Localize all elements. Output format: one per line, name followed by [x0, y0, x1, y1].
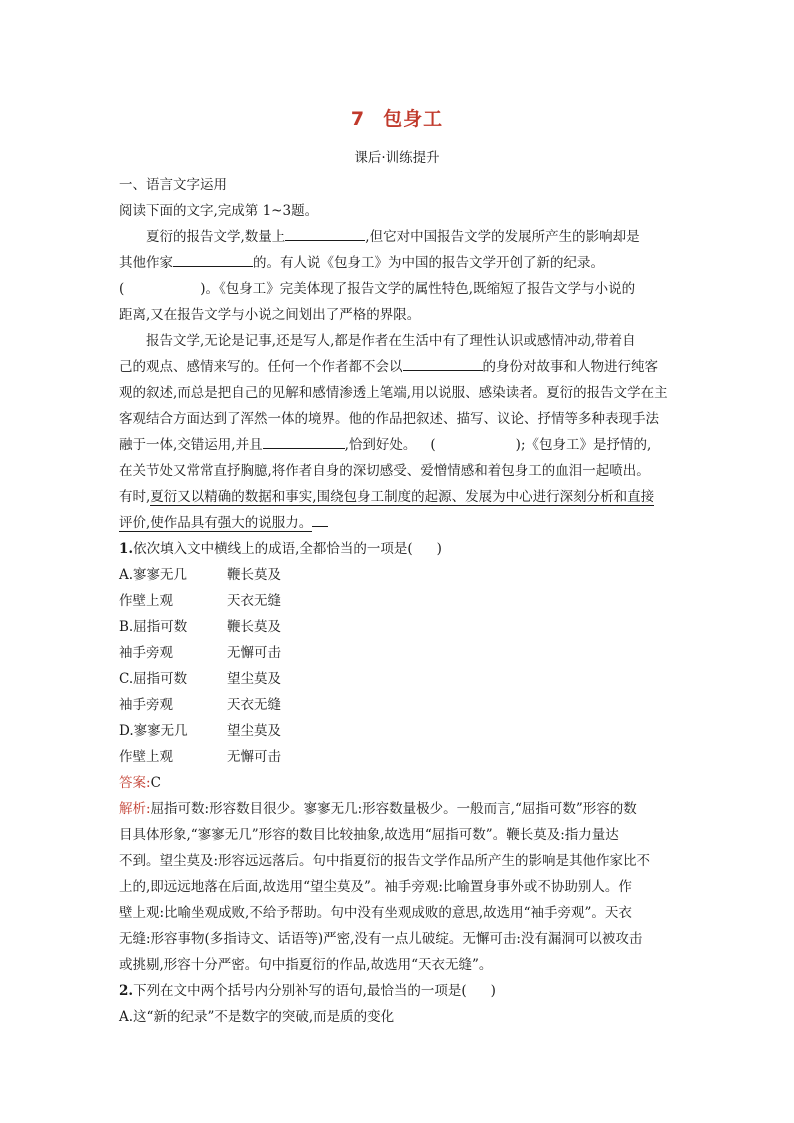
section-heading: 一、语言文字运用 — [119, 177, 227, 193]
analysis-line: 壁上观:比喻坐观成败,不给予帮助。句中没有坐观成败的意思,故选用“袖手旁观”。天衣 — [119, 905, 632, 921]
passage-line: 融于一体,交错运用,并且 ,恰到好处。 ( );《包身工》是抒情的, — [119, 432, 675, 458]
passage-line: 观的叙述,而总是把自己的见解和感情渗透上笔端,用以说服、感染读者。夏衍的报告文学在主 — [119, 385, 668, 401]
page-subtitle: 课后·训练提升 — [354, 150, 440, 166]
question-1-stem: 1.依次填入文中横线上的成语,全都恰当的一项是( ) — [119, 541, 442, 557]
lesson-name: 包身工 — [383, 108, 444, 130]
passage-line: 在关节处又常常直抒胸臆,将作者自身的深切感受、爱憎情感和着包身工的血泪一起喷出。 — [119, 463, 650, 479]
underlined-sentence: 评价,使作品具有强大的说服力。 — [119, 515, 313, 531]
passage-line: 夏衍的报告文学,数量上 ,但它对中国报告文学的发展所产生的影响却是 — [119, 224, 675, 250]
passage-line: 有时,夏衍又以精确的数据和事实,围绕包身工制度的起源、发展为中心进行深刻分析和直接 — [119, 489, 655, 505]
analysis-line: 上的,即远远地落在后面,故选用“望尘莫及”。袖手旁观:比喻置身事外或不协助别人。作 — [119, 879, 632, 895]
answer-line — [119, 770, 675, 796]
analysis-line: 或挑剔,形容十分严密。句中指夏衍的作品,故选用“天衣无缝”。 — [119, 957, 493, 973]
main-content — [119, 172, 675, 1030]
fill-blank[interactable] — [173, 252, 253, 267]
passage-line: 己的观点、感情来写的。任何一个作者都不会以 的身份对故事和人物进行纯客 — [119, 354, 675, 380]
option-a-row2: 作壁上观 天衣无缝 — [119, 593, 281, 609]
reading-instruction: 阅读下面的文字,完成第 1~3题。 — [119, 203, 319, 219]
analysis-line: 目具体形象,“寥寥无几”形容的数目比较抽象,故选用“屈指可数”。鞭长莫及:指力量达 — [119, 827, 619, 843]
lesson-number: 7 — [350, 108, 366, 130]
analysis-line: 无缝:形容事物(多指诗文、话语等)严密,没有一点儿破绽。无懈可击:没有漏洞可以被攻击 — [119, 931, 643, 947]
option-b-row1[interactable]: B.屈指可数 鞭长莫及 — [119, 619, 281, 635]
fill-blank[interactable] — [285, 226, 365, 241]
analysis-label: 解析: — [119, 801, 151, 817]
passage-line: 距离,又在报告文学与小说之间划出了严格的界限。 — [119, 307, 421, 323]
question-2-stem: 2.下列在文中两个括号内分别补写的语句,最恰当的一项是( ) — [119, 983, 496, 999]
lesson-title — [0, 104, 794, 131]
passage-line: 客观结合方面达到了浑然一体的境界。他的作品把叙述、描写、议论、抒情等多种表现手法 — [119, 411, 659, 427]
passage-line: 报告文学,无论是记事,还是写人,都是作者在生活中有了理性认识或感情冲动,带着自 — [146, 333, 636, 349]
passage-line: 其他作家 的。有人说《包身工》为中国的报告文学开创了新的纪录。 — [119, 250, 675, 276]
analysis-line: 解析:屈指可数:形容数目很少。寥寥无几:形容数量极少。一般而言,“屈指可数”形容的数 — [119, 801, 637, 817]
analysis-line: 不到。望尘莫及:形容远远落后。句中指夏衍的报告文学作品所产生的影响是其他作家比不 — [119, 853, 651, 869]
answer-value: C — [150, 775, 161, 791]
option-a[interactable]: A.这“新的纪录”不是数字的突破,而是质的变化 — [119, 1009, 395, 1025]
passage-line — [119, 510, 675, 536]
option-b-row2: 袖手旁观 无懈可击 — [119, 645, 281, 661]
option-c-row2: 袖手旁观 天衣无缝 — [119, 697, 281, 713]
option-c-row1[interactable]: C.屈指可数 望尘莫及 — [119, 671, 281, 687]
option-a-row1[interactable]: A.寥寥无几 鞭长莫及 — [119, 567, 281, 583]
answer-label: 答案: — [119, 775, 151, 791]
passage-line: ( )。《包身工》完美体现了报告文学的属性特色,既缩短了报告文学与小说的 — [119, 281, 636, 297]
option-d-row1[interactable]: D.寥寥无几 望尘莫及 — [119, 723, 281, 739]
fill-blank[interactable] — [263, 434, 345, 449]
option-d-row2: 作壁上观 无懈可击 — [119, 749, 281, 765]
underlined-sentence: 夏衍又以精确的数据和事实,围绕包身工制度的起源、发展为中心进行深刻分析和直接 — [150, 489, 655, 505]
fill-blank[interactable] — [403, 356, 483, 371]
